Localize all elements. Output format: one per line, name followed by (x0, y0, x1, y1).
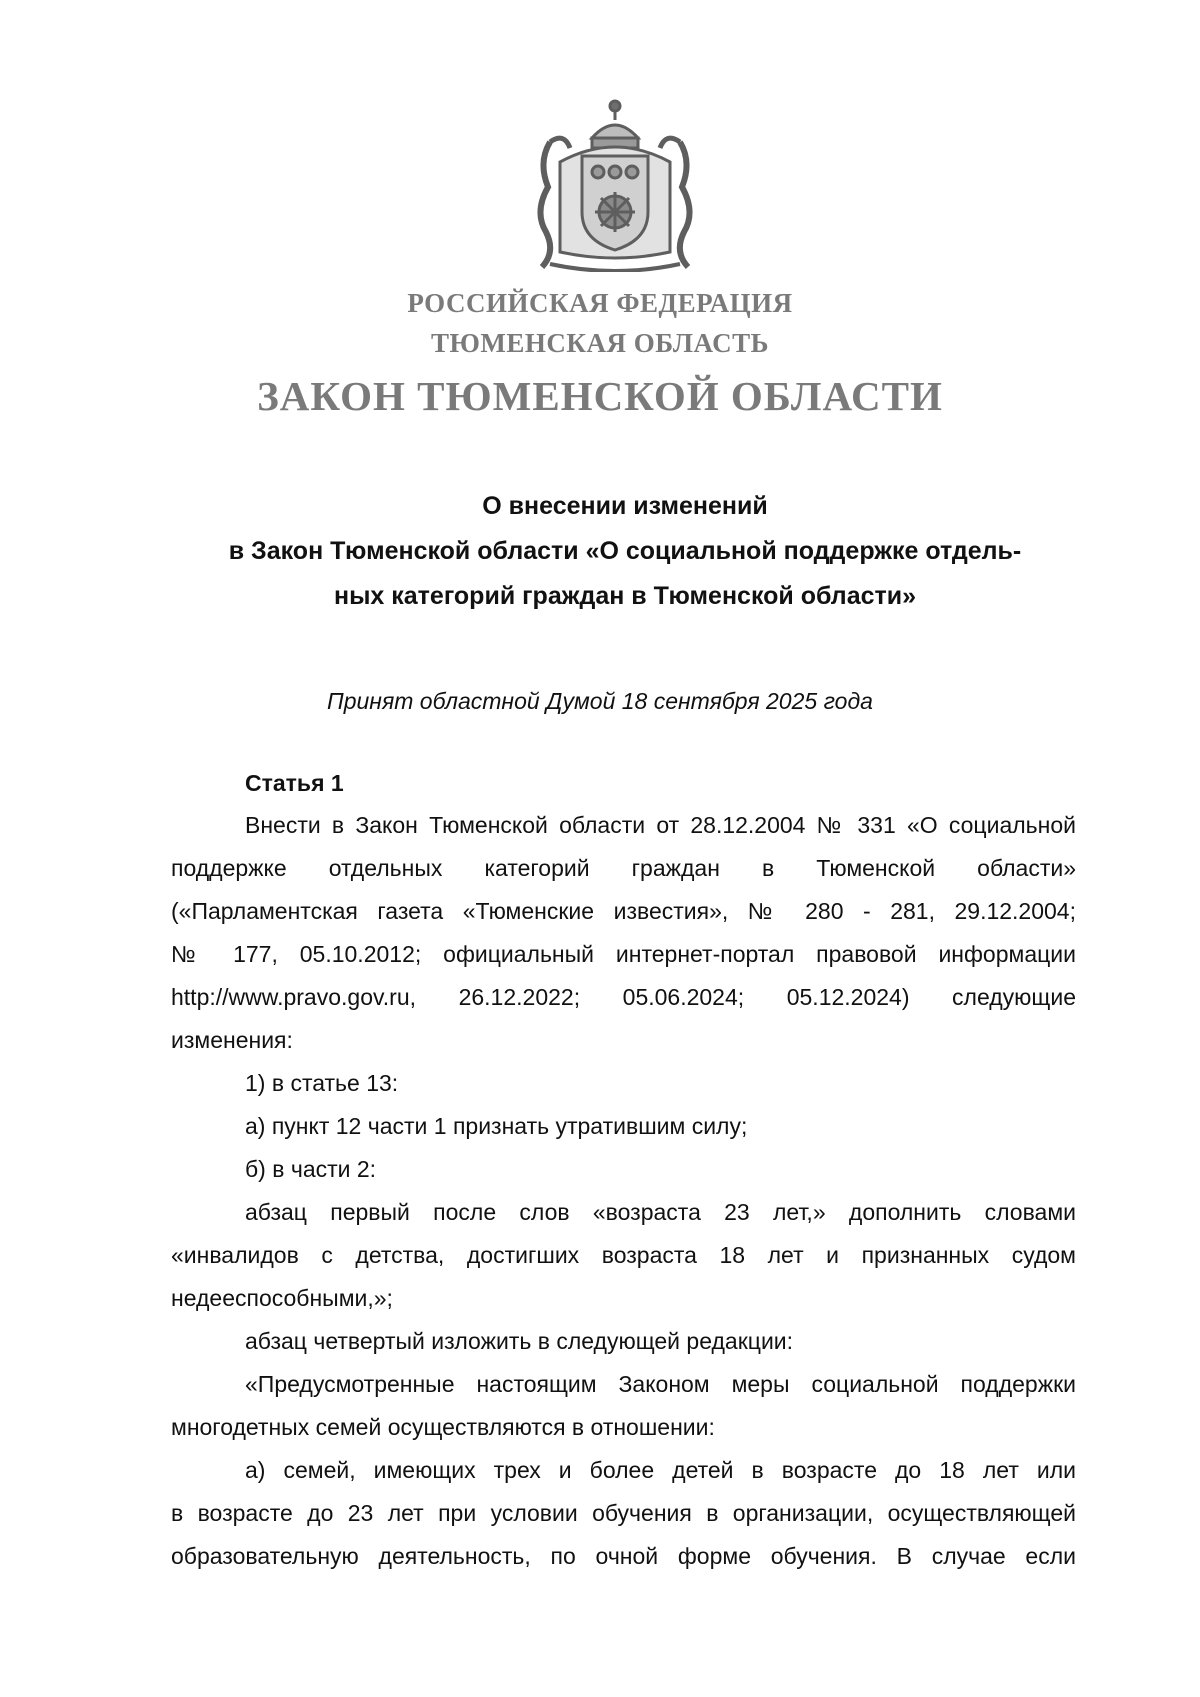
body-line: образовательную деятельность, по очной форме обучения. В случае если (171, 1543, 1076, 1569)
body-line: многодетных семей осуществляются в отношении: (171, 1414, 715, 1440)
article-heading: Статья 1 (245, 770, 344, 796)
body-line: Внести в Закон Тюменской области от 28.12.2004 № 331 «О социальной (245, 812, 1076, 838)
body-line: № 177, 05.10.2012; официальный интернет-портал правовой информации (171, 941, 1076, 967)
header-law-title: ЗАКОН ТЮМЕНСКОЙ ОБЛАСТИ (257, 373, 943, 419)
body-line: абзац четвертый изложить в следующей редакции: (245, 1328, 794, 1354)
body-line: недееспособными,»; (171, 1285, 393, 1311)
document-title-line: в Закон Тюменской области «О социальной поддержке отдель- (228, 537, 1022, 565)
coat-of-arms-emblem (520, 92, 710, 272)
body-line: а) пункт 12 части 1 признать утратившим силу; (245, 1113, 748, 1139)
header-region: ТЮМЕНСКАЯ ОБЛАСТЬ (430, 328, 770, 358)
body-line: «инвалидов с детства, достигших возраста 18 лет и признанных судом (171, 1242, 1076, 1268)
header-country: РОССИЙСКАЯ ФЕДЕРАЦИЯ (407, 288, 793, 318)
body-line: в возрасте до 23 лет при условии обучения в организации, осуществляющей (171, 1500, 1076, 1526)
body-line: а) семей, имеющих трех и более детей в возрасте до 18 лет или (245, 1457, 1076, 1483)
body-line: http://www.pravo.gov.ru, 26.12.2022; 05.06.2024; 05.12.2024) следующие (171, 984, 1076, 1010)
adoption-note: Принят областной Думой 18 сентября 2025 года (327, 688, 873, 714)
body-line: б) в части 2: (245, 1156, 377, 1182)
body-line: 1) в статье 13: (245, 1070, 399, 1096)
document-title-line: ных категорий граждан в Тюменской области» (333, 582, 917, 610)
document-title-line: О внесении изменений (482, 492, 768, 520)
body-line: изменения: (171, 1027, 293, 1053)
body-line: абзац первый после слов «возраста 23 лет,» дополнить словами (245, 1199, 1076, 1225)
body-line: «Предусмотренные настоящим Законом меры социальной поддержки (245, 1371, 1076, 1397)
body-line: («Парламентская газета «Тюменские известия», № 280 - 281, 29.12.2004; (171, 898, 1076, 924)
body-line: поддержке отдельных категорий граждан в Тюменской области» (171, 855, 1076, 881)
